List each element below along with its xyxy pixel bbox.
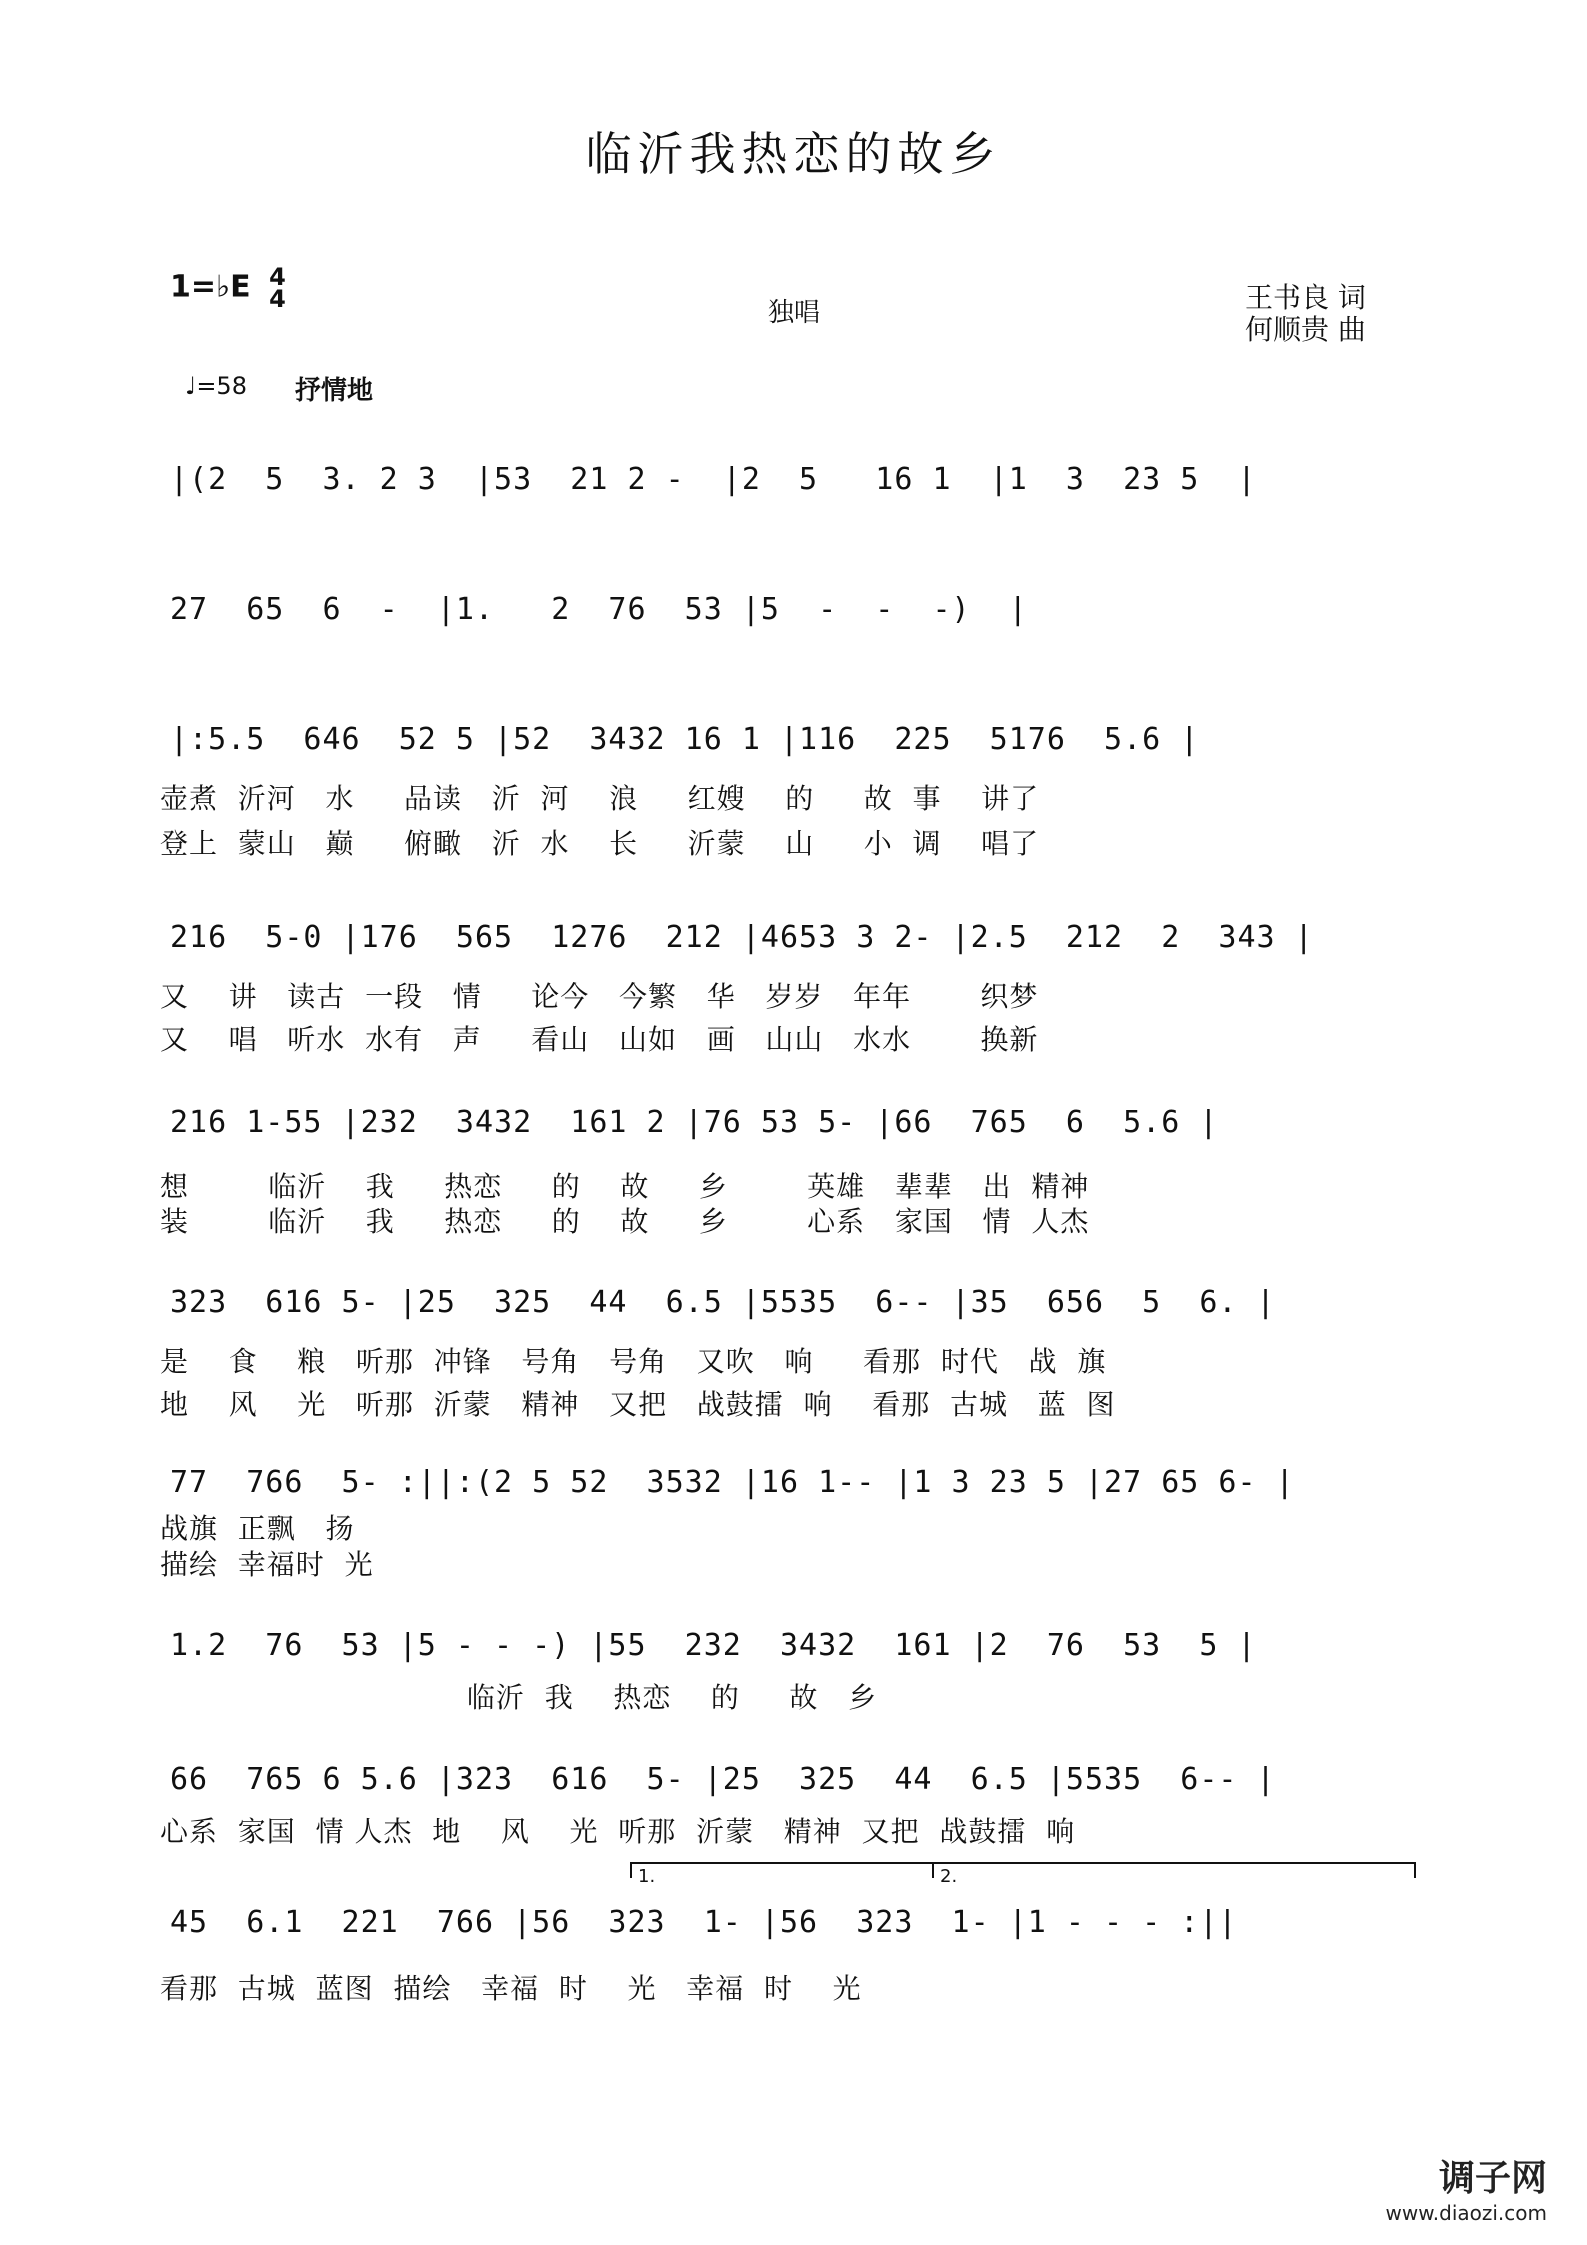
lyric-verse-2: 装 临沂 我 热恋 的 故 乡 心系 家国 情 人杰 [160, 1205, 1090, 1238]
notation-line: 27 65 6 - |1. 2 76 53 |5 - - -) | [170, 592, 1028, 627]
lyric-verse-1: 战旗 正飘 扬 [160, 1512, 355, 1545]
notation-line: 45 6.1 221 766 |56 323 1- |56 323 1- |1 - - - :|| [170, 1905, 1238, 1940]
volta-label-2: 2. [940, 1866, 958, 1887]
key-label: 1=♭E [170, 269, 251, 305]
notation-line: |(2 5 3. 2 3 |53 21 2 - |2 5 16 1 |1 3 23 5 | [170, 462, 1257, 497]
notation-line: |:5.5 646 52 5 |52 3432 16 1 |116 225 5176 5.6 | [170, 722, 1200, 757]
performance-label: 独唱 [768, 298, 821, 328]
watermark-site-name: 调子网 [1438, 2158, 1547, 2199]
time-sig-top: 4 [269, 263, 286, 291]
tempo-marking: ♩=58 [185, 372, 247, 400]
time-sig-bottom: 4 [269, 285, 286, 313]
notation-line: 216 5-0 |176 565 1276 212 |4653 3 2- |2.5 212 2 343 | [170, 920, 1314, 955]
notation-line: 77 766 5- :||:(2 5 52 3532 |16 1-- |1 3 23 5 |27 65 6- | [170, 1465, 1295, 1500]
key-signature [170, 263, 286, 313]
lyric-verse-2: 描绘 幸福时 光 [160, 1548, 374, 1581]
page-title: 临沂我热恋的故乡 [585, 127, 1002, 181]
lyricist-credit: 王书良 词 [1245, 281, 1366, 314]
volta-bracket-1 [630, 1862, 932, 1887]
time-signature [269, 263, 286, 313]
composer-credit: 何顺贵 曲 [1245, 313, 1366, 346]
lyric-verse-2: 地 风 光 听那 沂蒙 精神 又把 战鼓擂 响 看那 古城 蓝 图 [160, 1388, 1116, 1421]
lyric-verse-1: 是 食 粮 听那 冲锋 号角 号角 又吹 响 看那 时代 战 旗 [160, 1345, 1107, 1378]
lyric-verse-2: 又 唱 听水 水有 声 看山 山如 画 山山 水水 换新 [160, 1023, 1039, 1056]
notation-line: 323 616 5- |25 325 44 6.5 |5535 6-- |35 656 5 6. | [170, 1285, 1276, 1320]
site-watermark [1386, 2150, 1547, 2225]
expression-marking: 抒情地 [295, 376, 374, 406]
lyric-verse-1: 心系 家国 情 人杰 地 风 光 听那 沂蒙 精神 又把 战鼓擂 响 [160, 1815, 1076, 1848]
lyric-verse-1: 临沂 我 热恋 的 故 乡 [160, 1681, 878, 1714]
notation-line: 216 1-55 |232 3432 161 2 |76 53 5- |66 765 6 5.6 | [170, 1105, 1219, 1140]
watermark-url: www.diaozi.com [1385, 2201, 1547, 2225]
lyric-verse-1: 看那 古城 蓝图 描绘 幸福 时 光 幸福 时 光 [160, 1972, 862, 2005]
lyric-verse-1: 又 讲 读古 一段 情 论今 今繁 华 岁岁 年年 织梦 [160, 980, 1039, 1013]
notation-line: 1.2 76 53 |5 - - -) |55 232 3432 161 |2 76 53 5 | [170, 1628, 1257, 1663]
lyric-verse-2: 登上 蒙山 巅 俯瞰 沂 水 长 沂蒙 山 小 调 唱了 [160, 827, 1040, 860]
lyric-verse-1: 想 临沂 我 热恋 的 故 乡 英雄 辈辈 出 精神 [160, 1170, 1090, 1203]
notation-line: 66 765 6 5.6 |323 616 5- |25 325 44 6.5 |5535 6-- | [170, 1762, 1276, 1797]
volta-bracket-2 [932, 1862, 1416, 1887]
volta-label-1: 1. [638, 1866, 656, 1887]
lyric-verse-1: 壶煮 沂河 水 品读 沂 河 浪 红嫂 的 故 事 讲了 [160, 782, 1040, 815]
